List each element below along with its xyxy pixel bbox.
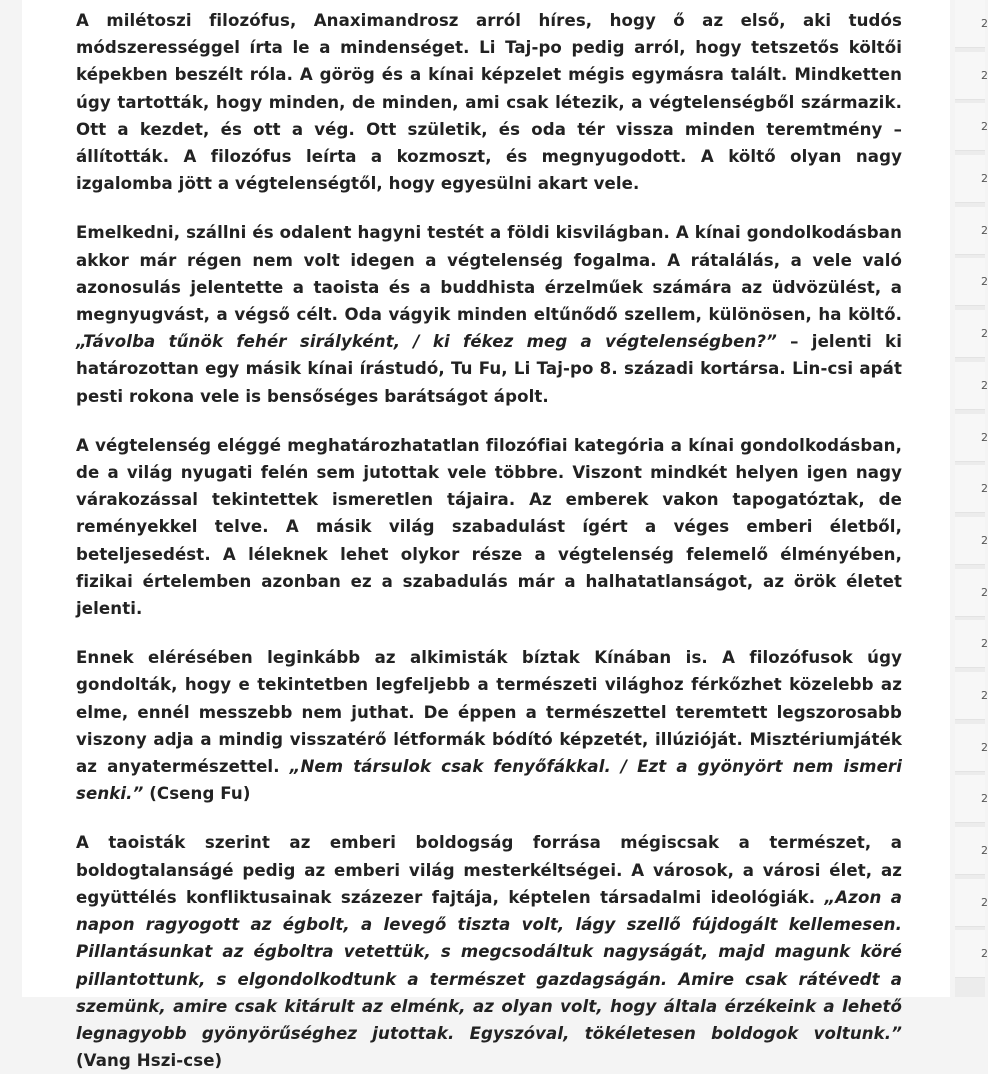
- sidebar-item[interactable]: [955, 414, 988, 462]
- sidebar-item[interactable]: [955, 724, 988, 772]
- sidebar-item[interactable]: [955, 52, 988, 100]
- quote-vang-hszi-cse: „Azon a napon ragyogott az égbolt, a levegő tiszta volt, lágy szellő fújdogált kellemesen. Pillantásunkat az égboltra vetettük, s megcsodáltuk nagyságát, majd magunk köré pillantottunk, s elgondolkodtunk a természet gazdagságán. Amire csak rátévedt a szemünk, amire csak kitárult az elménk, az olyan volt, hogy általa érzékeink a lehető legnagyobb gyönyörűséghez jutottak. Egyszóval, tökéletesen boldogok voltunk.”: [76, 887, 902, 1043]
- sidebar-item[interactable]: [955, 310, 988, 358]
- sidebar-item[interactable]: [955, 258, 988, 306]
- paragraph-2-segment-1: Emelkedni, szállni és odalent hagyni testét a földi kisvilágban. A kínai gondolkodásban akkor már régen nem volt idegen a végtelenség fogalma. A rátalálás, a vele való azonosulás jelentette a taoista és a buddhista érzelműek számára az üdvözülést, a megnyugvást, a végső célt. Oda vágyik minden eltűnődő szellem, különösen, ha költő.: [76, 223, 902, 325]
- sidebar-item-label: 2: [981, 223, 988, 237]
- sidebar-item[interactable]: [955, 517, 988, 565]
- sidebar-item-label: 2: [981, 637, 988, 651]
- sidebar-item[interactable]: [955, 0, 988, 48]
- paragraph-2: [76, 219, 902, 409]
- sidebar-item[interactable]: [955, 879, 988, 927]
- sidebar-item-label: 2: [981, 327, 988, 341]
- paragraph-3-segment-1: A végtelenség eléggé meghatározhatatlan filozófiai kategória a kínai gondolkodásban, de a világ nyugati felén sem jutottak vele többre. Viszont mindkét helyen igen nagy várakozással tekintettek ismeretlen tájaira. Az emberek vakon tapogatóztak, de reményekkel telve. A másik világ szabadulást ígért a véges emberi életből, beteljesedést. A léleknek lehet olykor része a végtelenség felemelő élményében, fizikai értelemben azonban ez a szabadulás már a halhatatlanságot, az örök életet jelenti.: [76, 435, 902, 619]
- sidebar-item[interactable]: [955, 362, 988, 410]
- paragraph-3: [76, 432, 902, 622]
- paragraph-1-segment-1: A milétoszi filozófus, Anaximandrosz arról híres, hogy ő az első, aki tudós módszerességgel írta le a mindenséget. Li Taj-po pedig arról, hogy tetszetős költői képekben beszélt róla. A görög és a kínai képzelet mégis egymásra talált. Mindketten úgy tartották, hogy minden, de minden, ami csak létezik, a végtelenségből származik. Ott a kezdet, és ott a vég. Ott születik, és oda tér vissza minden teremtmény – állították. A filozófus leírta a kozmoszt, és megnyugodott. A költő olyan nagy izgalomba jött a végtelenségtől, hogy egyesülni akart vele.: [76, 11, 902, 194]
- sidebar-item[interactable]: [955, 620, 988, 668]
- paragraph-5-segment-1: A taoisták szerint az emberi boldogság forrása mégiscsak a természet, a boldogtalanságé pedig az emberi világ mesterkéltségei. A városok, a városi élet, az együttélés konfliktusainak százezer fajtája, képtelen társadalmi ideológiák.: [76, 833, 902, 907]
- sidebar-item[interactable]: [955, 775, 988, 823]
- sidebar-item[interactable]: [955, 465, 988, 513]
- paragraph-1: [76, 7, 902, 197]
- sidebar-item-label: 2: [981, 378, 988, 392]
- paragraph-4: [76, 644, 902, 807]
- sidebar-list: [955, 0, 988, 997]
- sidebar-item[interactable]: [955, 103, 988, 151]
- sidebar-item[interactable]: [955, 930, 988, 978]
- sidebar-item-label: 2: [981, 688, 988, 702]
- sidebar-item-label: 2: [981, 533, 988, 547]
- paragraph-5-segment-3: (Vang Hszi-cse): [76, 1051, 223, 1071]
- sidebar-item-label: 2: [981, 740, 988, 754]
- sidebar-item[interactable]: [955, 672, 988, 720]
- quote-tu-fu: „Távolba tűnök fehér sirályként, / ki fékez meg a végtelenségben?”: [76, 332, 777, 352]
- paragraph-2-segment-3: – jelenti ki határozottan egy másik kínai írástudó, Tu Fu, Li Taj-po 8. századi kortársa. Lin-csi apát pesti rokona vele is bensőséges barátságot ápolt.: [76, 332, 902, 406]
- sidebar-item-label: 2: [981, 792, 988, 806]
- paragraph-4-segment-1: Ennek elérésében leginkább az alkimisták bíztak Kínában is. A filozófusok úgy gondolták, hogy e tekintetben legfeljebb a természeti világhoz férkőzhet közelebb az elme, ennél messzebb nem juthat. De éppen a természettel teremtett legszorosabb viszony adja a mindig visszatérő létformák bódító képzetét, illúzióját. Misztériumjáték az anyatermészettel.: [76, 648, 902, 777]
- sidebar-item[interactable]: [955, 155, 988, 203]
- sidebar-item-label: 2: [981, 430, 988, 444]
- sidebar-item[interactable]: [955, 207, 988, 255]
- sidebar-item-label: 2: [981, 895, 988, 909]
- sidebar-item-label: 2: [981, 585, 988, 599]
- quote-cseng-fu: „Nem társulok csak fenyőfákkal. / Ezt a gyönyört nem ismeri senki.”: [76, 757, 903, 804]
- sidebar-item-label: 2: [981, 275, 988, 289]
- sidebar-item[interactable]: [955, 569, 988, 617]
- sidebar-item-label: 2: [981, 172, 988, 186]
- article-body: [22, 0, 950, 1071]
- sidebar-item-label: 2: [981, 68, 988, 82]
- sidebar-item[interactable]: [955, 827, 988, 875]
- paragraph-4-segment-3: (Cseng Fu): [143, 784, 251, 804]
- sidebar-item-label: 2: [981, 844, 988, 857]
- sidebar-item-label: 2: [981, 947, 988, 961]
- sidebar-item-label: 2: [981, 482, 988, 496]
- paragraph-5: [76, 829, 902, 1074]
- sidebar-item-label: 2: [981, 17, 988, 30]
- sidebar-item-label: 2: [981, 120, 988, 134]
